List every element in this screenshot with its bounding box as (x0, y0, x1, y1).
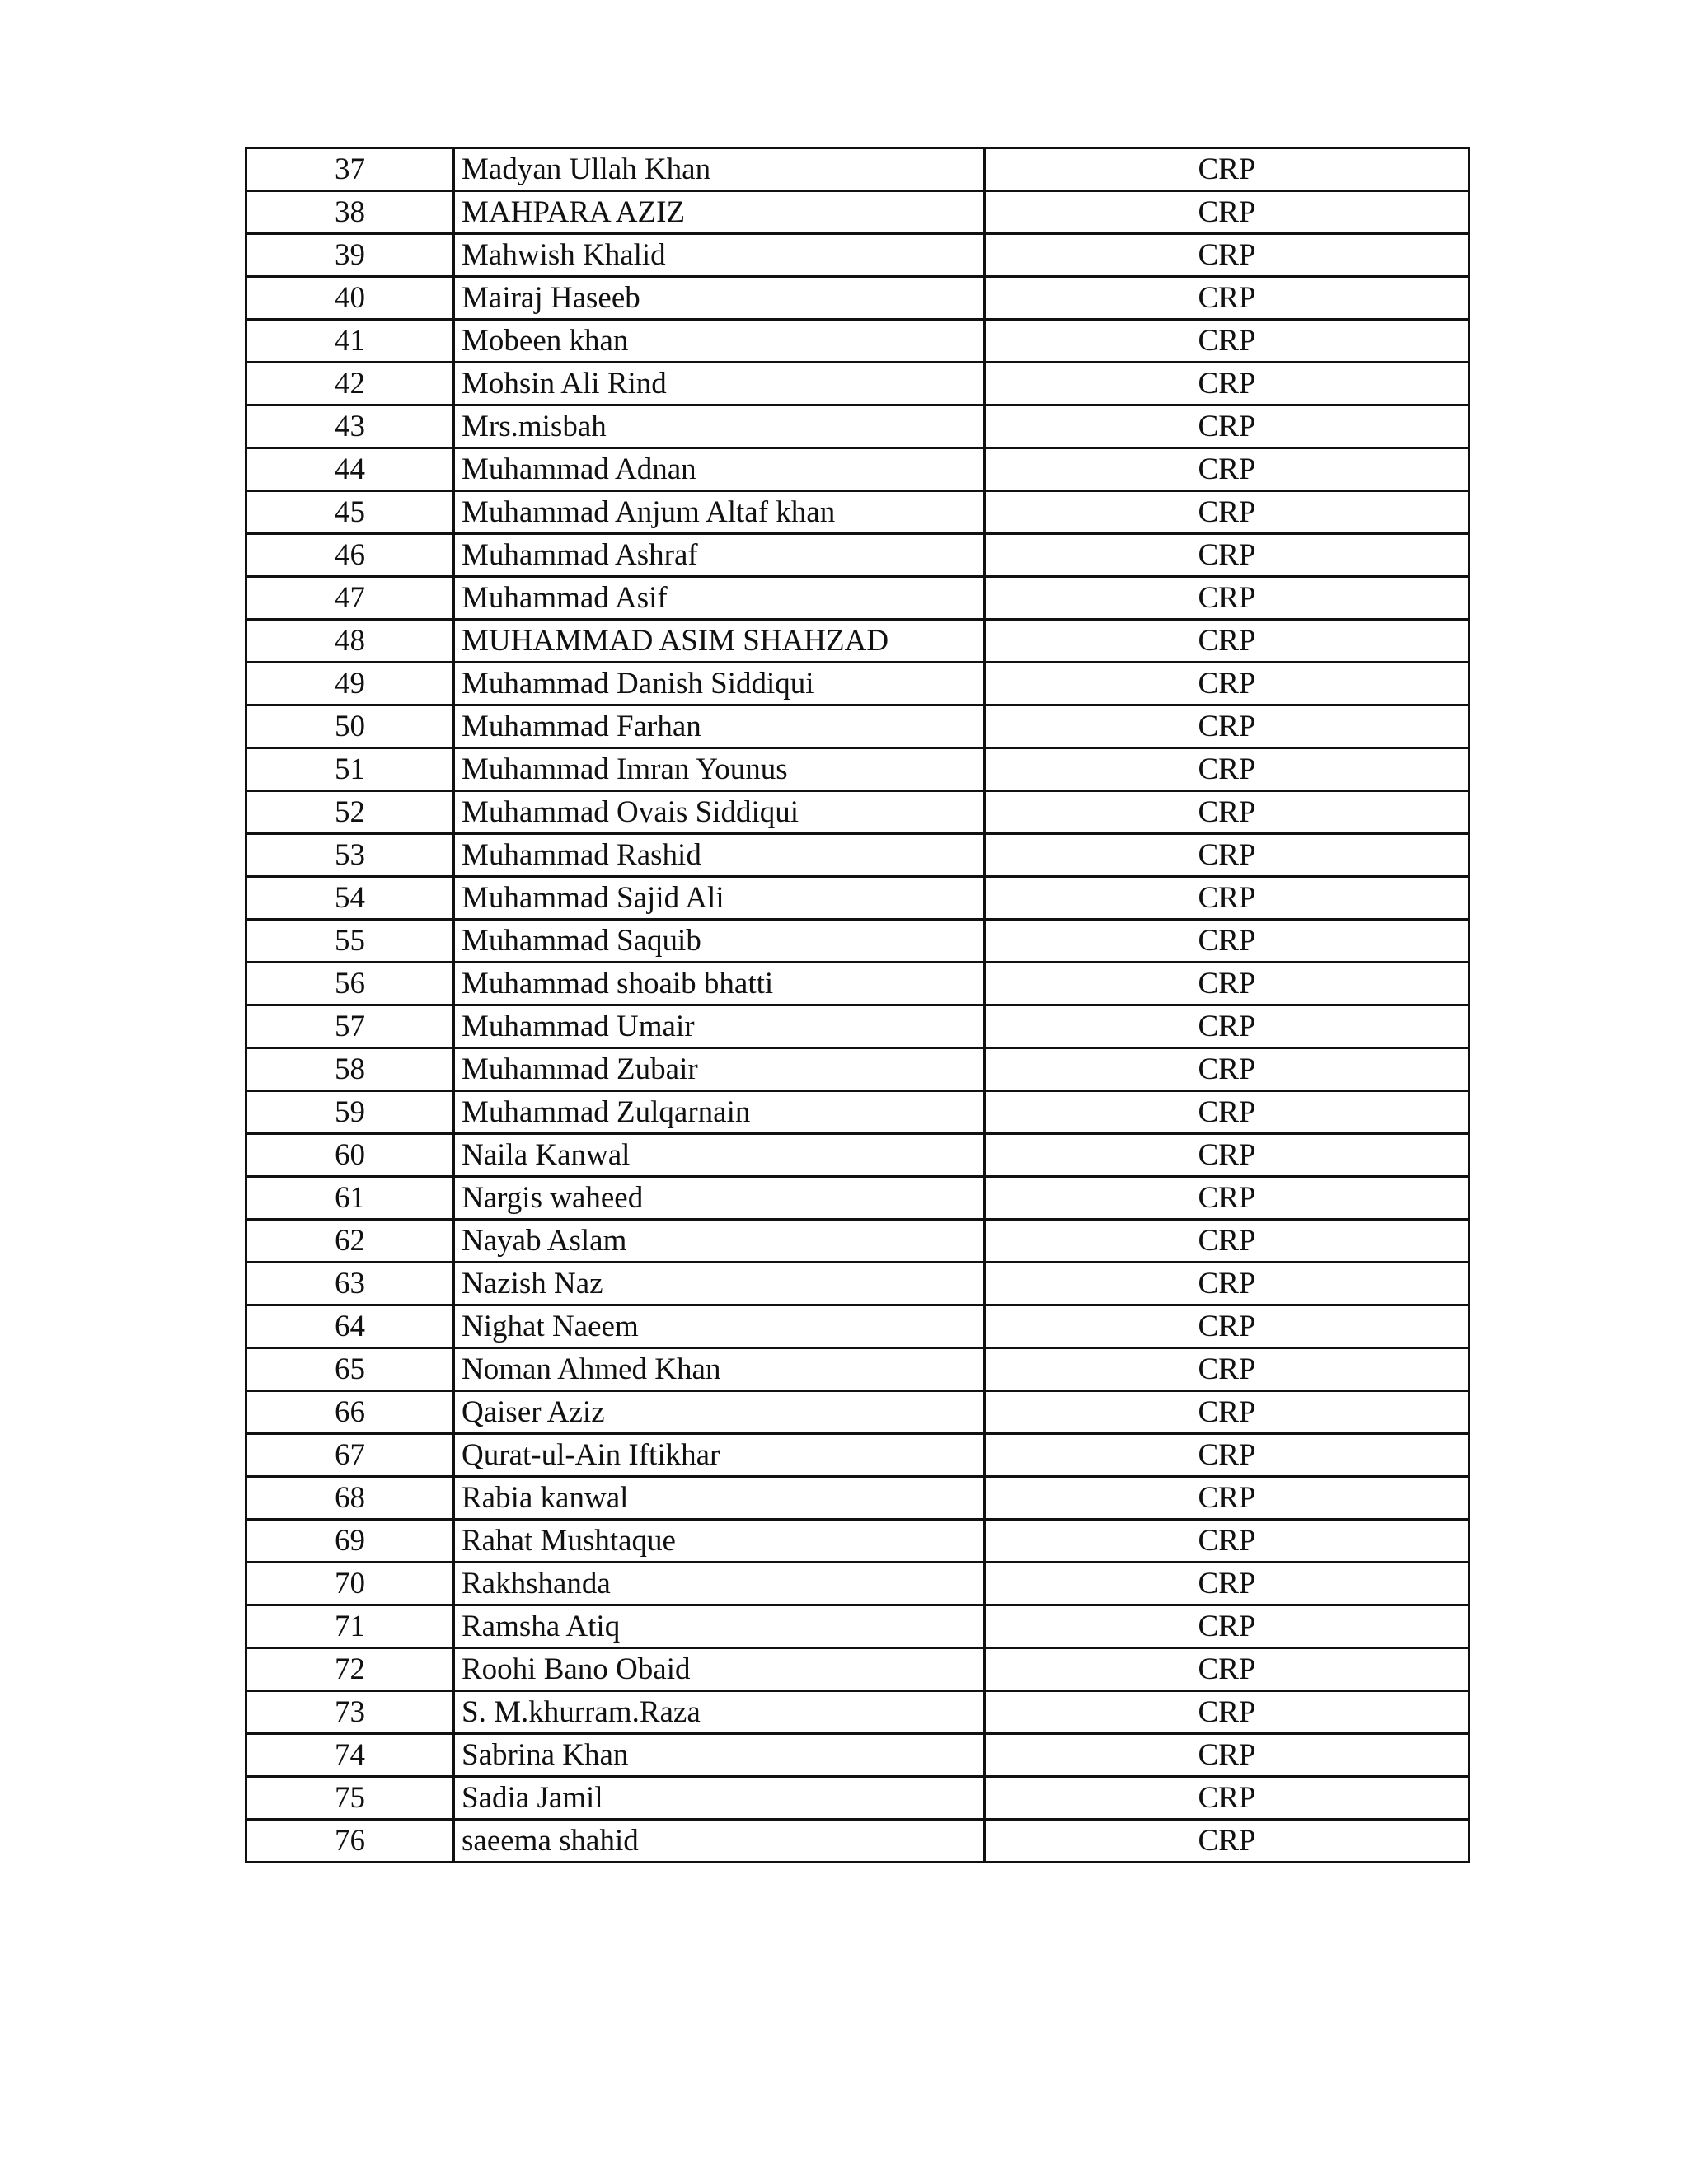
category-cell: CRP (985, 1048, 1470, 1091)
table-row (246, 1305, 1470, 1348)
table-row (246, 663, 1470, 705)
serial-number-cell: 75 (246, 1777, 454, 1820)
serial-number-cell: 50 (246, 705, 454, 748)
name-cell: Mobeen khan (454, 320, 985, 363)
table-row (246, 405, 1470, 448)
category-cell: CRP (985, 1734, 1470, 1777)
serial-number-cell: 63 (246, 1263, 454, 1305)
table-row (246, 148, 1470, 191)
name-cell: Muhammad shoaib bhatti (454, 963, 985, 1005)
name-cell: Muhammad Ashraf (454, 534, 985, 577)
name-cell: Nighat Naeem (454, 1305, 985, 1348)
serial-number-cell: 69 (246, 1520, 454, 1563)
serial-number-cell: 37 (246, 148, 454, 191)
table-row (246, 1648, 1470, 1691)
serial-number-cell: 54 (246, 877, 454, 920)
category-cell: CRP (985, 577, 1470, 620)
category-cell: CRP (985, 1520, 1470, 1563)
table-row (246, 1820, 1470, 1863)
serial-number-cell: 62 (246, 1220, 454, 1263)
name-cell: Rabia kanwal (454, 1477, 985, 1520)
name-cell: Muhammad Anjum Altaf khan (454, 491, 985, 534)
name-cell: Mrs.misbah (454, 405, 985, 448)
serial-number-cell: 67 (246, 1434, 454, 1477)
category-cell: CRP (985, 1005, 1470, 1048)
table-row (246, 1391, 1470, 1434)
table-row (246, 1263, 1470, 1305)
name-cell: Nazish Naz (454, 1263, 985, 1305)
serial-number-cell: 51 (246, 748, 454, 791)
name-cell: Muhammad Rashid (454, 834, 985, 877)
table-row (246, 920, 1470, 963)
name-cell: MAHPARA AZIZ (454, 191, 985, 234)
name-cell: Muhammad Umair (454, 1005, 985, 1048)
table-row (246, 791, 1470, 834)
table-row (246, 448, 1470, 491)
name-cell: Muhammad Asif (454, 577, 985, 620)
category-cell: CRP (985, 277, 1470, 320)
category-cell: CRP (985, 1477, 1470, 1520)
serial-number-cell: 57 (246, 1005, 454, 1048)
serial-number-cell: 76 (246, 1820, 454, 1863)
serial-number-cell: 41 (246, 320, 454, 363)
serial-number-cell: 65 (246, 1348, 454, 1391)
category-cell: CRP (985, 748, 1470, 791)
name-cell: Muhammad Adnan (454, 448, 985, 491)
serial-number-cell: 71 (246, 1605, 454, 1648)
category-cell: CRP (985, 1648, 1470, 1691)
serial-number-cell: 46 (246, 534, 454, 577)
serial-number-cell: 39 (246, 234, 454, 277)
category-cell: CRP (985, 191, 1470, 234)
name-cell: Rahat Mushtaque (454, 1520, 985, 1563)
name-cell: Muhammad Farhan (454, 705, 985, 748)
name-cell: Sadia Jamil (454, 1777, 985, 1820)
table-row (246, 620, 1470, 663)
name-cell: MUHAMMAD ASIM SHAHZAD (454, 620, 985, 663)
category-cell: CRP (985, 1134, 1470, 1177)
category-cell: CRP (985, 1434, 1470, 1477)
serial-number-cell: 45 (246, 491, 454, 534)
serial-number-cell: 48 (246, 620, 454, 663)
table-row (246, 1048, 1470, 1091)
serial-number-cell: 59 (246, 1091, 454, 1134)
table-row (246, 877, 1470, 920)
table-row (246, 705, 1470, 748)
category-cell: CRP (985, 1305, 1470, 1348)
serial-number-cell: 40 (246, 277, 454, 320)
name-cell: Ramsha Atiq (454, 1605, 985, 1648)
name-cell: Mohsin Ali Rind (454, 363, 985, 405)
serial-number-cell: 56 (246, 963, 454, 1005)
table-row (246, 1220, 1470, 1263)
table-row (246, 1605, 1470, 1648)
serial-number-cell: 49 (246, 663, 454, 705)
serial-number-cell: 66 (246, 1391, 454, 1434)
category-cell: CRP (985, 1263, 1470, 1305)
category-cell: CRP (985, 1691, 1470, 1734)
name-cell: Muhammad Saquib (454, 920, 985, 963)
table-row (246, 320, 1470, 363)
serial-number-cell: 44 (246, 448, 454, 491)
table-row (246, 1477, 1470, 1520)
category-cell: CRP (985, 1777, 1470, 1820)
serial-number-cell: 61 (246, 1177, 454, 1220)
table-row (246, 1691, 1470, 1734)
category-cell: CRP (985, 963, 1470, 1005)
name-cell: Muhammad Ovais Siddiqui (454, 791, 985, 834)
serial-number-cell: 68 (246, 1477, 454, 1520)
table-row (246, 534, 1470, 577)
name-cell: Muhammad Imran Younus (454, 748, 985, 791)
name-cell: Roohi Bano Obaid (454, 1648, 985, 1691)
name-cell: Qurat-ul-Ain Iftikhar (454, 1434, 985, 1477)
category-cell: CRP (985, 1605, 1470, 1648)
name-cell: Muhammad Zulqarnain (454, 1091, 985, 1134)
table-row (246, 491, 1470, 534)
name-cell: Nayab Aslam (454, 1220, 985, 1263)
category-cell: CRP (985, 320, 1470, 363)
category-cell: CRP (985, 663, 1470, 705)
category-cell: CRP (985, 448, 1470, 491)
category-cell: CRP (985, 534, 1470, 577)
name-cell: Madyan Ullah Khan (454, 148, 985, 191)
table-row (246, 963, 1470, 1005)
serial-number-cell: 70 (246, 1563, 454, 1605)
category-cell: CRP (985, 1348, 1470, 1391)
name-cell: Mahwish Khalid (454, 234, 985, 277)
serial-number-cell: 42 (246, 363, 454, 405)
category-cell: CRP (985, 1220, 1470, 1263)
serial-number-cell: 73 (246, 1691, 454, 1734)
name-cell: Sabrina Khan (454, 1734, 985, 1777)
serial-number-cell: 72 (246, 1648, 454, 1691)
category-cell: CRP (985, 1091, 1470, 1134)
table-row (246, 834, 1470, 877)
category-cell: CRP (985, 234, 1470, 277)
table-row (246, 363, 1470, 405)
table-row (246, 1520, 1470, 1563)
name-cell: S. M.khurram.Raza (454, 1691, 985, 1734)
serial-number-cell: 47 (246, 577, 454, 620)
name-cell: Mairaj Haseeb (454, 277, 985, 320)
roster-table-body (246, 148, 1470, 1863)
serial-number-cell: 74 (246, 1734, 454, 1777)
serial-number-cell: 52 (246, 791, 454, 834)
table-row (246, 277, 1470, 320)
serial-number-cell: 64 (246, 1305, 454, 1348)
category-cell: CRP (985, 920, 1470, 963)
category-cell: CRP (985, 148, 1470, 191)
serial-number-cell: 38 (246, 191, 454, 234)
serial-number-cell: 55 (246, 920, 454, 963)
name-cell: Qaiser Aziz (454, 1391, 985, 1434)
name-cell: Naila Kanwal (454, 1134, 985, 1177)
category-cell: CRP (985, 877, 1470, 920)
table-row (246, 234, 1470, 277)
table-row (246, 1177, 1470, 1220)
category-cell: CRP (985, 1177, 1470, 1220)
table-row (246, 1348, 1470, 1391)
name-cell: Noman Ahmed Khan (454, 1348, 985, 1391)
serial-number-cell: 58 (246, 1048, 454, 1091)
category-cell: CRP (985, 705, 1470, 748)
table-row (246, 1434, 1470, 1477)
category-cell: CRP (985, 834, 1470, 877)
name-cell: Muhammad Zubair (454, 1048, 985, 1091)
table-row (246, 1734, 1470, 1777)
category-cell: CRP (985, 1563, 1470, 1605)
category-cell: CRP (985, 1391, 1470, 1434)
name-cell: Rakhshanda (454, 1563, 985, 1605)
table-row (246, 1563, 1470, 1605)
table-row (246, 577, 1470, 620)
category-cell: CRP (985, 491, 1470, 534)
category-cell: CRP (985, 363, 1470, 405)
name-cell: Muhammad Sajid Ali (454, 877, 985, 920)
serial-number-cell: 60 (246, 1134, 454, 1177)
category-cell: CRP (985, 1820, 1470, 1863)
table-row (246, 1777, 1470, 1820)
serial-number-cell: 53 (246, 834, 454, 877)
table-row (246, 191, 1470, 234)
serial-number-cell: 43 (246, 405, 454, 448)
name-cell: Nargis waheed (454, 1177, 985, 1220)
table-row (246, 1091, 1470, 1134)
name-cell: saeema shahid (454, 1820, 985, 1863)
category-cell: CRP (985, 620, 1470, 663)
roster-table (245, 147, 1470, 1863)
category-cell: CRP (985, 405, 1470, 448)
table-row (246, 1134, 1470, 1177)
name-cell: Muhammad Danish Siddiqui (454, 663, 985, 705)
table-row (246, 1005, 1470, 1048)
table-row (246, 748, 1470, 791)
category-cell: CRP (985, 791, 1470, 834)
